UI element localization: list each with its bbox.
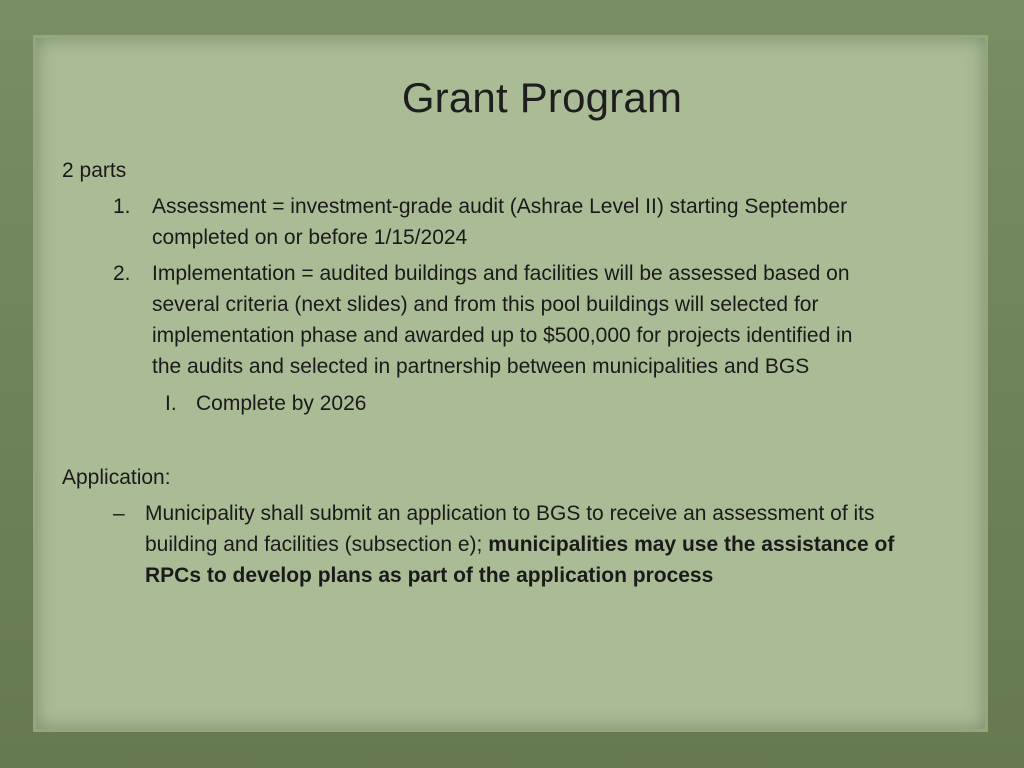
bullet-line-2-bold: municipalities may use the assistance of bbox=[488, 533, 895, 556]
section-heading-parts: 2 parts bbox=[62, 159, 127, 182]
list-item-2-line-2: several criteria (next slides) and from this pool buildings will selected for bbox=[152, 293, 819, 316]
list-item-1-line-2: completed on or before 1/15/2024 bbox=[152, 226, 468, 249]
list-item-1-line-1: Assessment = investment-grade audit (Ashrae Level II) starting September bbox=[152, 195, 848, 218]
list-item-2-line-3: implementation phase and awarded up to $500,000 for projects identified in bbox=[152, 324, 853, 347]
list-item-2-line-4: the audits and selected in partnership between municipalities and BGS bbox=[152, 355, 810, 378]
slide-title: Grant Program bbox=[401, 74, 683, 121]
bullet-line-2 bbox=[145, 529, 894, 560]
list-marker-1: 1. bbox=[113, 195, 131, 218]
bullet-line-3-bold: RPCs to develop plans as part of the application process bbox=[145, 564, 714, 587]
list-item-2-line-1: Implementation = audited buildings and facilities will be assessed based on bbox=[152, 262, 850, 285]
list-marker-2: 2. bbox=[113, 262, 131, 285]
sublist-marker-i: I. bbox=[165, 392, 177, 415]
sublist-item-complete: Complete by 2026 bbox=[196, 392, 367, 415]
slide-panel bbox=[36, 38, 985, 729]
bullet-line-1: Municipality shall submit an application to BGS to receive an assessment of its bbox=[145, 502, 875, 525]
bullet-dash-marker: – bbox=[113, 502, 125, 525]
section-heading-application: Application: bbox=[62, 466, 171, 489]
bullet-line-2-plain: building and facilities (subsection e); bbox=[145, 533, 489, 556]
